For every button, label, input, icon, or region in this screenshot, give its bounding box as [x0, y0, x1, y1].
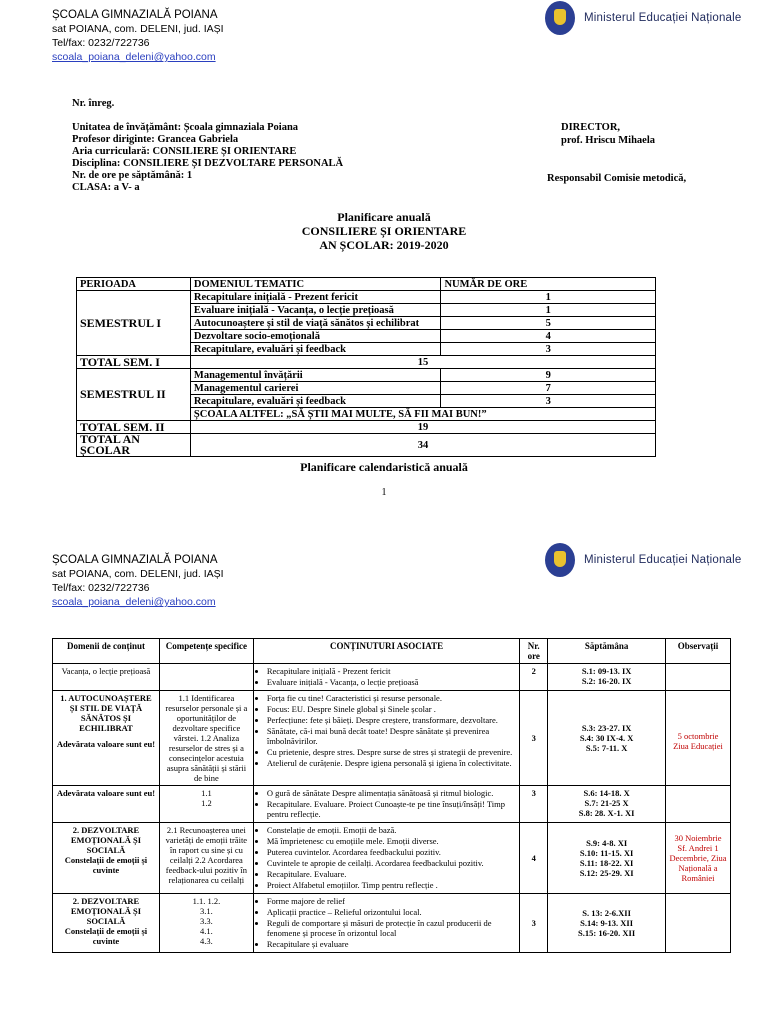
- table-row: [53, 691, 731, 786]
- notes-cell: 30 Noiembrie Sf. Andrei 1 Decembrie, Ziua Națională a României: [666, 823, 731, 894]
- total-year-value: 34: [190, 434, 655, 457]
- coat-of-arms-icon: [545, 543, 575, 577]
- col-header-notes: Observații: [666, 639, 731, 664]
- domain-title: 2. DEZVOLTARE EMOȚIONALĂ ȘI SOCIALĂ: [70, 825, 142, 855]
- domain-cell: [53, 823, 160, 894]
- week-cell: [548, 664, 666, 691]
- week-item: S. 13: 2-6.XII: [582, 908, 631, 918]
- domain-motto: Constelații de emoții și cuvinte: [64, 926, 148, 946]
- total-sem1-value: 15: [190, 356, 655, 369]
- hours-cell: 2: [520, 664, 548, 691]
- list-item: • Forța fie cu tine! Caracteristici și resurse personale.: [267, 693, 516, 703]
- school-name: ȘCOALA GIMNAZIALĂ POIANA: [52, 9, 218, 21]
- table-row: [53, 894, 731, 953]
- hours-cell: 1: [441, 304, 656, 317]
- total-sem2-label: TOTAL SEM. II: [77, 421, 191, 434]
- week-item: S.1: 09-13. IX: [581, 666, 632, 676]
- competence-item: 3.1.: [200, 906, 213, 916]
- week-item: S.6: 14-18. X: [583, 788, 630, 798]
- school-altfel-cell: ȘCOALA ALTFEL: „SĂ ȘTII MAI MULTE, SĂ FII MAI BUN!”: [190, 408, 655, 421]
- week-item: S.4: 30 IX-4. X: [579, 733, 634, 743]
- competence-item: 1.1. 1.2.: [192, 896, 221, 906]
- list-item: • Reguli de comportare și măsuri de protecție în cazul producerii de fenomene și procese în orizontul local: [267, 918, 516, 938]
- total-row: [77, 434, 656, 457]
- notes-cell: [666, 664, 731, 691]
- topic-cell: Autocunoaștere și stil de viață sănătos și echilibrat: [190, 317, 441, 330]
- hours-cell: 1: [441, 291, 656, 304]
- hours-cell: 3: [520, 894, 548, 953]
- curricular-area: Aria curriculară: CONSILIERE ȘI ORIENTARE: [72, 146, 297, 157]
- list-item: • Evaluare inițială - Vacanța, o lecție prețioasă: [267, 677, 516, 687]
- notes-cell: [666, 894, 731, 953]
- week-item: S.12: 25-29. XI: [579, 868, 634, 878]
- class-name: CLASA: a V- a: [72, 182, 140, 193]
- domain-cell: [53, 691, 160, 786]
- hours-cell: 4: [520, 823, 548, 894]
- topic-cell: Managementul învățării: [190, 369, 441, 382]
- list-item: • Constelație de emoții. Emoții de bază.: [267, 825, 516, 835]
- school-email-link[interactable]: scoala_poiana_deleni@yahoo.com: [52, 51, 216, 63]
- hours-cell: 3: [520, 786, 548, 823]
- topic-cell: Recapitulare inițială - Prezent fericit: [190, 291, 441, 304]
- week-item: S.10: 11-15. XI: [579, 848, 634, 858]
- director-name: prof. Hriscu Mihaela: [561, 135, 656, 146]
- col-header-competences: Competențe specifice: [159, 639, 253, 664]
- table-row: [77, 291, 656, 304]
- hours-cell: 3: [441, 395, 656, 408]
- col-header-period: PERIOADA: [77, 278, 191, 291]
- week-item: S.7: 21-25 X: [584, 798, 629, 808]
- contents-cell: [253, 664, 519, 691]
- table-row: [77, 369, 656, 382]
- ministry-name: Ministerul Educației Naționale: [584, 554, 742, 566]
- school-address: sat POIANA, com. DELENI, jud. IAȘI: [52, 568, 224, 580]
- teacher-name: Profesor diriginte: Grancea Gabriela: [72, 134, 239, 145]
- school-unit: Unitatea de învățământ: Școala gimnaziala Poiana: [72, 122, 299, 133]
- semester-1-label: SEMESTRUL I: [77, 291, 191, 356]
- notes-cell: [666, 786, 731, 823]
- school-address: sat POIANA, com. DELENI, jud. IAȘI: [52, 23, 224, 35]
- list-item: • Mă împrietenesc cu emoțiile mele. Emoții diverse.: [267, 836, 516, 846]
- competence-cell: [159, 894, 253, 953]
- domain-cell: Adevărata valoare sunt eu!: [53, 786, 160, 823]
- competence-item: 3.3.: [200, 916, 213, 926]
- list-item: • Perfecțiune: fete și băieți. Despre creștere, transformare, dezvoltare.: [267, 715, 516, 725]
- total-sem2-value: 19: [190, 421, 655, 434]
- page-number: 1: [381, 487, 387, 498]
- title-line-1: Planificare anuală: [337, 210, 431, 224]
- hours-cell: 5: [441, 317, 656, 330]
- topic-cell: Recapitulare, evaluări și feedback: [190, 395, 441, 408]
- list-item: • Cuvintele te apropie de ceilalți. Acordarea feedbackului pozitiv.: [267, 858, 516, 868]
- week-item: S.15: 16-20. XII: [578, 928, 636, 938]
- total-row: [77, 421, 656, 434]
- registration-number: Nr. înreg.: [72, 98, 115, 109]
- competence-item: 4.1.: [200, 926, 213, 936]
- list-item: • Puterea cuvintelor. Acordarea feedbackului pozitiv.: [267, 847, 516, 857]
- ministry-logo: [545, 1, 742, 35]
- domain-cell: Vacanța, o lecție prețioasă: [53, 664, 160, 691]
- title-line-3: AN ȘCOLAR: 2019-2020: [319, 238, 449, 252]
- director-title: DIRECTOR,: [561, 122, 621, 133]
- competence-cell: 2.1 Recunoașterea unei varietăți de emoții trăite în raport cu sine și cu ceilalți 2.2 Acordarea feedback-ului pozitiv în relaționarea cu ceilalți: [159, 823, 253, 894]
- list-item: • Recapitulare. Evaluare. Proiect Cunoaște-te pe tine însuți/însăți! Timp pentru reflecție.: [267, 799, 516, 819]
- hours-cell: 7: [441, 382, 656, 395]
- list-item: • Atelierul de curățenie. Despre igiena personală și igiena în colectivitate.: [267, 758, 516, 768]
- contents-cell: [253, 894, 519, 953]
- domain-motto: Constelații de emoții și cuvinte: [64, 855, 148, 875]
- week-item: S.5: 7-11. X: [585, 743, 628, 753]
- title-line-2: CONSILIERE ȘI ORIENTARE: [301, 224, 467, 238]
- col-header-hours: NUMĂR DE ORE: [441, 278, 656, 291]
- list-item: • Recapitulare inițială - Prezent fericit: [267, 666, 516, 676]
- topic-cell: Evaluare inițială - Vacanța, o lecție prețioasă: [190, 304, 441, 317]
- competence-cell: 1.1 Identificarea resurselor personale și a oportunităților de dezvoltare specifice vârstei. 1.2 Analiza resurselor de stres și a consecințelor acestuia asupra sănătății și stării de bine: [159, 691, 253, 786]
- competence-item: 1.2: [201, 798, 212, 808]
- domain-motto: Adevărata valoare sunt eu!: [56, 739, 156, 749]
- table-row: [53, 823, 731, 894]
- topic-cell: Managementul carierei: [190, 382, 441, 395]
- meta-block: [72, 122, 343, 194]
- col-header-week: Săptămâna: [548, 639, 666, 664]
- commission-title: Responsabil Comisie metodică,: [547, 173, 687, 184]
- hours-cell: 4: [441, 330, 656, 343]
- list-item: • O gură de sănătate Despre alimentația sănătoasă și ritmul biologic.: [267, 788, 516, 798]
- week-cell: [548, 786, 666, 823]
- topic-cell: Recapitulare, evaluări și feedback: [190, 343, 441, 356]
- total-row: [77, 356, 656, 369]
- week-cell: [548, 894, 666, 953]
- competence-item: 1.1: [201, 788, 212, 798]
- contents-cell: [253, 786, 519, 823]
- school-name: ȘCOALA GIMNAZIALĂ POIANA: [52, 554, 218, 566]
- col-header-hours: Nr. ore: [520, 639, 548, 664]
- notes-cell: 5 octombrie Ziua Educației: [666, 691, 731, 786]
- school-email-link[interactable]: scoala_poiana_deleni@yahoo.com: [52, 596, 216, 608]
- table-header-row: [53, 639, 731, 664]
- week-item: S.11: 18-22. XI: [579, 858, 634, 868]
- calendar-plan-table: [52, 638, 731, 953]
- col-header-topic: DOMENIUL TEMATIC: [190, 278, 441, 291]
- week-item: S.14: 9-13. XII: [580, 918, 634, 928]
- competence-item: 4.3.: [200, 936, 213, 946]
- ministry-name: Ministerul Educației Naționale: [584, 12, 742, 24]
- domain-cell: [53, 894, 160, 953]
- table-header-row: [77, 278, 656, 291]
- list-item: • Recapitulare și evaluare: [267, 939, 516, 949]
- coat-of-arms-icon: [545, 1, 575, 35]
- week-item: S.9: 4-8. XI: [586, 838, 628, 848]
- col-header-domain: Domenii de conținut: [53, 639, 160, 664]
- list-item: • Sănătate, că-i mai bună decât toate! Despre sănătate și prevenirea îmbolnăvirilor.: [267, 726, 516, 746]
- domain-title: 2. DEZVOLTARE EMOȚIONALĂ ȘI SOCIALĂ: [70, 896, 142, 926]
- list-item: • Aplicații practice – Relieful orizontului local.: [267, 907, 516, 917]
- list-item: • Cu prietenie, despre stres. Despre surse de stres și strategii de prevenire.: [267, 747, 516, 757]
- list-item: • Recapitulare. Evaluare.: [267, 869, 516, 879]
- school-phone: Tel/fax: 0232/722736: [52, 582, 150, 594]
- table-row: [53, 786, 731, 823]
- school-phone: Tel/fax: 0232/722736: [52, 37, 150, 49]
- competence-cell: [159, 786, 253, 823]
- week-item: S.2: 16-20. IX: [581, 676, 632, 686]
- contents-cell: [253, 823, 519, 894]
- col-header-contents: CONȚINUTURI ASOCIATE: [253, 639, 519, 664]
- semester-2-label: SEMESTRUL II: [77, 369, 191, 421]
- week-item: S.8: 28. X-1. XI: [578, 808, 635, 818]
- domain-title: 1. AUTOCUNOAȘTERE ȘI STIL DE VIAȚĂ SĂNĂTOS ȘI ECHILIBRAT: [60, 693, 152, 733]
- week-cell: [548, 691, 666, 786]
- ministry-logo-page2: [545, 543, 742, 577]
- calendar-title: Planificare calendaristică anuală: [300, 460, 468, 474]
- list-item: • Forme majore de relief: [267, 896, 516, 906]
- list-item: • Proiect Alfabetul emoțiilor. Timp pentru reflecție .: [267, 880, 516, 890]
- total-sem1-label: TOTAL SEM. I: [77, 356, 191, 369]
- school-header: [52, 8, 224, 64]
- week-cell: [548, 823, 666, 894]
- topic-cell: Dezvoltare socio-emoțională: [190, 330, 441, 343]
- total-year-label: TOTAL AN ȘCOLAR: [77, 434, 191, 457]
- week-item: S.3: 23-27. IX: [581, 723, 632, 733]
- school-header-page2: [52, 553, 224, 609]
- list-item: • Focus: EU. Despre Sinele global și Sinele școlar .: [267, 704, 516, 714]
- contents-cell: [253, 691, 519, 786]
- discipline: Disciplina: CONSILIERE ȘI DEZVOLTARE PERSONALĂ: [72, 158, 344, 169]
- competence-cell: [159, 664, 253, 691]
- table-row: [53, 664, 731, 691]
- hours-cell: 9: [441, 369, 656, 382]
- hours-cell: 3: [441, 343, 656, 356]
- weekly-hours: Nr. de ore pe săptămână: 1: [72, 170, 193, 181]
- annual-plan-table: [76, 277, 656, 457]
- hours-cell: 3: [520, 691, 548, 786]
